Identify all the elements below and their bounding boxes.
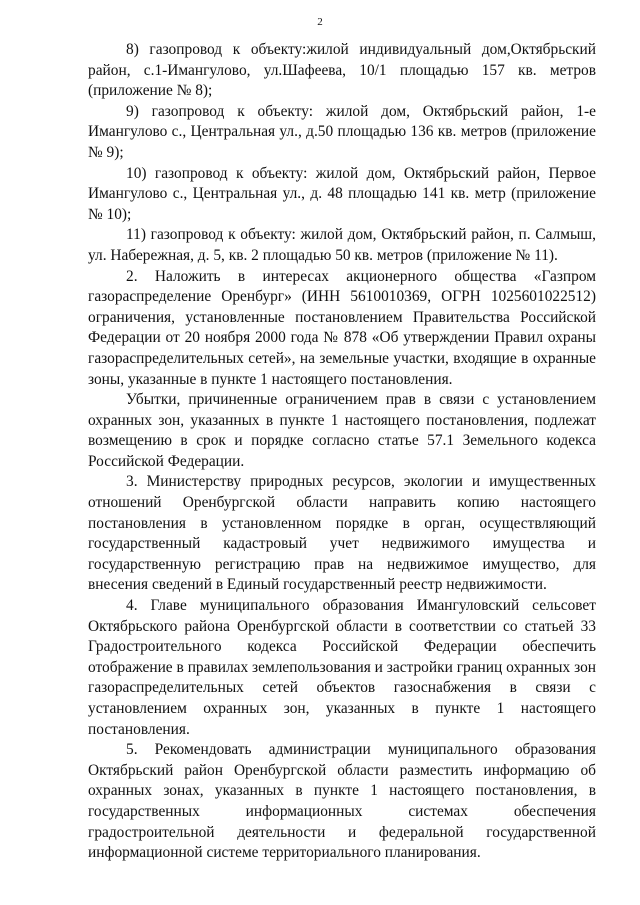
document-body xyxy=(88,40,596,864)
clause-4-paragraph: 4. Главе муниципального образования Имангуловский сельсовет Октябрьского района Оренбургской области в соответствии со статьей 33 Градостроительного кодекса Российской Федерации обеспечить отображение в правилах землепользования и застройки границ охранных зон газораспределительных сетей объектов газоснабжения в связи с установлением охранных зон, указанных в пункте 1 настоящего постановления. xyxy=(88,597,596,738)
clause-5-paragraph: 5. Рекомендовать администрации муниципального образования Октябрьский район Оренбургской области разместить информацию об охранных зонах, указанных в пункте 1 настоящего постановления, в государственных информационных системах обеспечения градостроительной деятельности и федеральной государственной информационной системе территориального планирования. xyxy=(88,741,596,862)
page-number: 2 xyxy=(317,16,323,28)
losses-paragraph: Убытки, причиненные ограничением прав в связи с установлением охранных зон, указанных в пункте 1 настоящего постановления, подлежат возмещению в срок и порядке согласно статье 57.1 Земельного кодекса Российской Федерации. xyxy=(88,391,596,470)
item-8-paragraph: 8) газопровод к объекту:жилой индивидуальный дом,Октябрьский район, с.1-Имангулово, ул.Шафеева, 10/1 площадью 157 кв. метров (приложение № 8); xyxy=(88,41,596,100)
item-9-paragraph: 9) газопровод к объекту: жилой дом, Октябрьский район, 1-е Имангулово с., Центральная ул., д.50 площадью 136 кв. метров (приложение № 9); xyxy=(88,102,596,161)
clause-3-paragraph: 3. Министерству природных ресурсов, экологии и имущественных отношений Оренбургской области направить копию настоящего постановления в установленном порядке в орган, осуществляющий государственный кадастровый учет недвижимого имущества и государственную регистрацию прав на недвижимое имущество, для внесения сведений в Единый государственный реестр недвижимости. xyxy=(88,473,596,594)
item-10-paragraph: 10) газопровод к объекту: жилой дом, Октябрьский район, Первое Имангулово с., Центральная ул., д. 48 площадью 141 кв. метр (приложение № 10); xyxy=(88,164,596,223)
clause-2-paragraph: 2. Наложить в интересах акционерного общества «Газпром газораспределение Оренбург» (ИНН 5610010369, ОГРН 1025601022512) ограничения, установленные постановлением Правительства Российской Федерации от 20 ноября 2000 года № 878 «Об утверждении Правил охраны газораспределительных сетей», на земельные участки, входящие в охранные зоны, указанные в пункте 1 настоящего постановления. xyxy=(88,267,596,388)
item-11-paragraph: 11) газопровод к объекту: жилой дом, Октябрьский район, п. Салмыш, ул. Набережная, д. 5, кв. 2 площадью 50 кв. метров (приложение № 11). xyxy=(88,226,596,264)
